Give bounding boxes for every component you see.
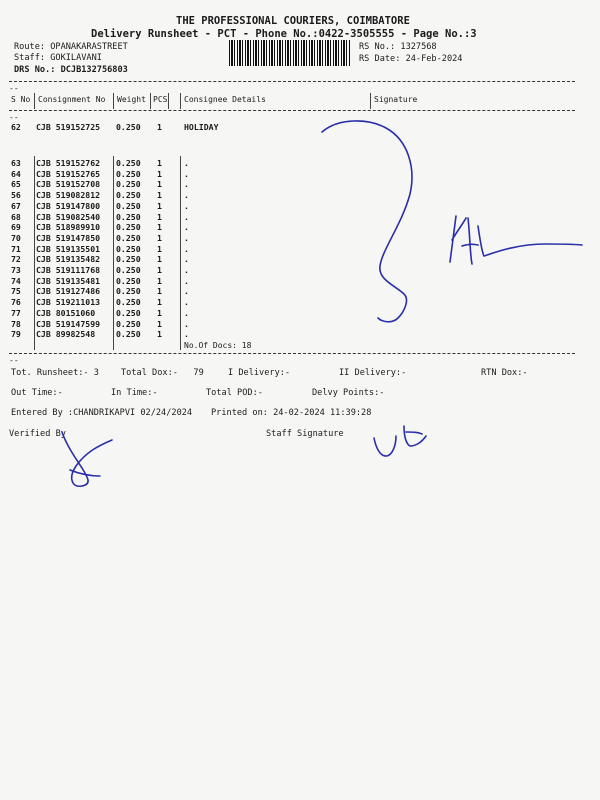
cell-consignment: CJB 519135501 [36,243,101,254]
cell-weight: 0.250 [116,158,141,168]
cell-sno: 76 [11,297,21,308]
cell-sno: 78 [11,318,21,329]
cell-details: . [184,232,189,243]
cell-weight: 0.250 [116,211,141,222]
cell-details: . [184,190,189,201]
cell-sno: 63 [11,158,21,168]
cell-weight: 0.250 [116,190,141,201]
receiver-signature-curve [322,121,412,322]
cell-weight: 0.250 [116,200,141,211]
cell-details: . [184,211,189,222]
cell-consignment: CJB 519127486 [36,286,101,297]
cell-details: . [184,329,189,340]
col-signature: Signature [374,95,418,104]
cell-pcs: 1 [157,297,162,308]
cell-pcs: 1 [157,232,162,243]
divider-mark: -- [9,356,19,365]
cell-details: . [184,200,189,211]
cell-details: . [184,254,189,265]
cell-pcs: 1 [157,286,162,297]
cell-details: . [184,222,189,233]
rs-number: RS No.: 1327568 [359,42,437,52]
cell-details: . [184,286,189,297]
cell-consignment: CJB 80151060 [36,307,96,318]
rtn-dox: RTN Dox:- [481,368,528,378]
cell-consignment: CJB 519152708 [36,179,101,190]
page-title: Delivery Runsheet - PCT - Phone No.:0422-3505555 - Page No.:3 [91,28,477,40]
cell-weight: 0.250 [116,168,141,179]
tot-runsheet: Tot. Runsheet:- 3 [11,368,99,378]
cell-consignment: CJB 89982548 [36,329,96,340]
in-time: In Time:- [111,388,158,398]
cell-details: HOLIDAY [184,122,219,132]
no-of-docs: No.Of Docs: 18 [184,341,252,350]
cell-details: . [184,158,189,168]
printed-on: Printed on: 24-02-2024 11:39:28 [211,408,372,418]
cell-pcs: 1 [157,179,162,190]
cell-weight: 0.250 [116,222,141,233]
cell-details: . [184,318,189,329]
cell-consignment: CJB 519135481 [36,275,101,286]
ii-delivery: II Delivery:- [339,368,407,378]
col-consignee: Consignee Details [184,95,266,104]
cell-consignment: CJB 519147599 [36,318,101,329]
cell-consignment: CJB 518989910 [36,222,101,233]
receiver-signature-initials [450,216,582,264]
cell-weight: 0.250 [116,179,141,190]
cell-sno: 56 [11,190,21,201]
cell-pcs: 1 [157,318,162,329]
i-delivery: I Delivery:- [228,368,291,378]
rs-date: RS Date: 24-Feb-2024 [359,54,463,64]
cell-sno: 67 [11,200,21,211]
staff-signature-mark [374,426,426,456]
cell-consignment: CJB 519152725 [36,122,101,132]
delvy-points: Delvy Points:- [312,388,385,398]
total-pod: Total POD:- [206,388,263,398]
col-weight: Weight [117,95,146,104]
cell-details: . [184,297,189,308]
entered-by: Entered By :CHANDRIKAPVI 02/24/2024 [11,408,193,418]
cell-weight: 0.250 [116,286,141,297]
total-dox: Total Dox:- 79 [121,368,204,378]
cell-pcs: 1 [157,254,162,265]
cell-weight: 0.250 [116,122,141,132]
staff-signature-label: Staff Signature [266,429,344,439]
col-pcs: PCS [153,95,168,104]
cell-consignment: CJB 519152762 [36,158,101,168]
cell-weight: 0.250 [116,275,141,286]
cell-sno: 71 [11,243,21,254]
cell-pcs: 1 [157,307,162,318]
cell-sno: 74 [11,275,21,286]
divider-mark: -- [9,84,19,93]
cell-details: . [184,168,189,179]
staff-label: Staff: GOKILAVANI [14,53,102,63]
cell-pcs: 1 [157,190,162,201]
cell-details: . [184,179,189,190]
cell-sno: 73 [11,265,21,275]
cell-weight: 0.250 [116,297,141,308]
cell-weight: 0.250 [116,254,141,265]
cell-weight: 0.250 [116,318,141,329]
cell-sno: 75 [11,286,21,297]
cell-pcs: 1 [157,243,162,254]
cell-consignment: CJB 519147850 [36,232,101,243]
cell-pcs: 1 [157,122,162,132]
col-consignment: Consignment No [38,95,106,104]
cell-consignment: CJB 519082540 [36,211,101,222]
cell-consignment: CJB 519135482 [36,254,101,265]
out-time: Out Time:- [11,388,63,398]
cell-weight: 0.250 [116,265,141,275]
cell-weight: 0.250 [116,232,141,243]
cell-pcs: 1 [157,222,162,233]
cell-pcs: 1 [157,211,162,222]
cell-pcs: 1 [157,275,162,286]
cell-weight: 0.250 [116,329,141,340]
cell-sno: 68 [11,211,21,222]
cell-pcs: 1 [157,158,162,168]
cell-consignment: CJB 519147800 [36,200,101,211]
cell-pcs: 1 [157,265,162,275]
cell-details: . [184,275,189,286]
route-label: Route: OPANAKARASTREET [14,42,128,52]
cell-weight: 0.250 [116,243,141,254]
cell-pcs: 1 [157,168,162,179]
verified-by-label: Verified By [9,429,66,439]
cell-consignment: CJB 519211013 [36,297,101,308]
cell-consignment: CJB 519082812 [36,190,101,201]
cell-details: . [184,307,189,318]
drs-number: DRS No.: DCJB132756803 [14,65,128,75]
cell-sno: 72 [11,254,21,265]
company-name: THE PROFESSIONAL COURIERS, COIMBATORE [176,15,410,27]
cell-sno: 65 [11,179,21,190]
cell-sno: 79 [11,329,21,340]
cell-weight: 0.250 [116,307,141,318]
cell-sno: 62 [11,122,21,132]
cell-pcs: 1 [157,329,162,340]
cell-pcs: 1 [157,200,162,211]
cell-sno: 77 [11,307,21,318]
cell-sno: 69 [11,222,21,233]
divider-mark: -- [9,113,19,122]
col-sno: S No [11,95,31,104]
cell-details: . [184,243,189,254]
verified-by-signature [62,432,112,486]
cell-sno: 64 [11,168,21,179]
cell-sno: 70 [11,232,21,243]
cell-consignment: CJB 519111768 [36,265,101,275]
cell-consignment: CJB 519152765 [36,168,101,179]
cell-details: . [184,265,189,275]
